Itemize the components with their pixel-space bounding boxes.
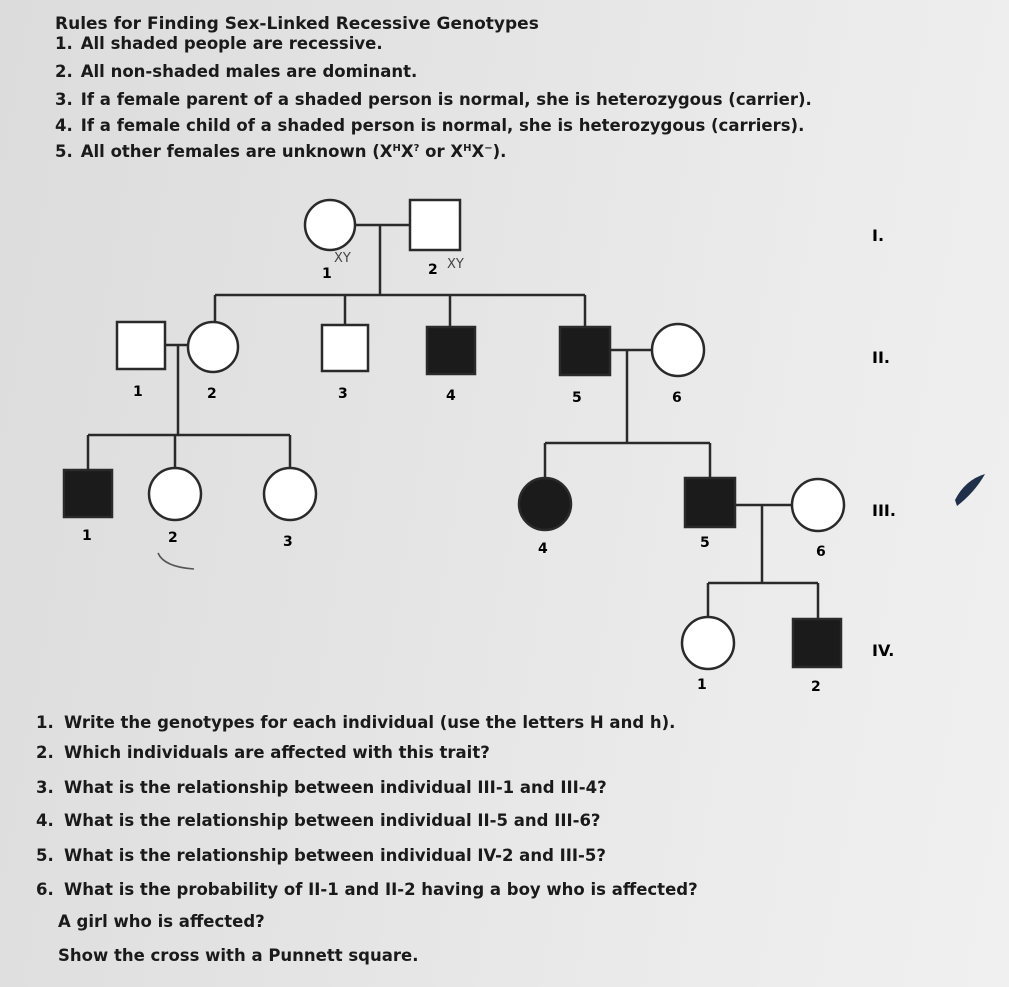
- individual-III-1: [64, 470, 112, 517]
- rule-5: 5. All other females are unknown ($X^HX^?$ or $X^HX^-$).: [55, 142, 507, 161]
- label-III-3: 3: [283, 534, 293, 550]
- generation-label-III: III.: [872, 501, 896, 520]
- label-III-5: 5: [700, 535, 710, 551]
- generation-label-I: I.: [872, 226, 885, 245]
- label-II-1: 1: [133, 384, 143, 400]
- individual-I-2: [410, 200, 460, 250]
- question-6: 6. What is the probability of II-1 and II-2 having a boy who is affected?: [36, 880, 698, 899]
- label-IV-1: 1: [697, 677, 707, 693]
- individual-III-3: [264, 468, 316, 520]
- handwritten-note-I-1: XY: [334, 251, 351, 266]
- label-I-2: 2: [428, 262, 438, 278]
- label-II-4: 4: [446, 388, 456, 404]
- individual-IV-2: [793, 619, 841, 667]
- label-III-1: 1: [82, 528, 92, 544]
- pen-mark: [158, 553, 194, 569]
- question-5: 5. What is the relationship between individual IV-2 and III-5?: [36, 846, 606, 865]
- handwritten-note-I-2: XY: [447, 257, 464, 272]
- individual-III-6: [792, 479, 844, 531]
- worksheet-title: Rules for Finding Sex-Linked Recessive Genotypes: [55, 14, 539, 34]
- individual-IV-1: [682, 617, 734, 669]
- rule-2: 2. All non-shaded males are dominant.: [55, 62, 418, 81]
- label-III-4: 4: [538, 541, 548, 557]
- question-4: 4. What is the relationship between individual II-5 and III-6?: [36, 811, 601, 830]
- question-6-followup-punnett: Show the cross with a Punnett square.: [58, 946, 419, 965]
- individual-III-2: [149, 468, 201, 520]
- generation-label-II: II.: [872, 348, 890, 367]
- question-2: 2. Which individuals are affected with this trait?: [36, 743, 490, 762]
- individual-II-6: [652, 324, 704, 376]
- question-3: 3. What is the relationship between individual III-1 and III-4?: [36, 778, 607, 797]
- individual-II-2: [188, 322, 238, 372]
- individual-I-1: [305, 200, 355, 250]
- label-III-6: 6: [816, 544, 826, 560]
- pedigree-lines: [88, 225, 818, 619]
- rule-4: 4. If a female child of a shaded person is normal, she is heterozygous (carriers).: [55, 116, 805, 135]
- label-IV-2: 2: [811, 679, 821, 695]
- question-6-followup-girl: A girl who is affected?: [58, 912, 265, 931]
- generation-label-IV: IV.: [872, 641, 895, 660]
- label-II-5: 5: [572, 390, 582, 406]
- individual-II-1: [117, 322, 165, 369]
- individual-II-4: [427, 327, 475, 374]
- label-II-3: 3: [338, 386, 348, 402]
- label-I-1: 1: [322, 266, 332, 282]
- rule-3: 3. If a female parent of a shaded person is normal, she is heterozygous (carrier).: [55, 90, 812, 109]
- question-1: 1. Write the genotypes for each individual (use the letters H and h).: [36, 713, 676, 732]
- individual-II-3: [322, 325, 368, 371]
- label-II-2: 2: [207, 386, 217, 402]
- individual-III-5: [685, 478, 735, 527]
- label-III-2: 2: [168, 530, 178, 546]
- individual-II-5: [560, 327, 610, 375]
- ink-mark: [955, 474, 985, 506]
- individual-III-4: [519, 478, 571, 530]
- label-II-6: 6: [672, 390, 682, 406]
- rule-1: 1. All shaded people are recessive.: [55, 34, 383, 53]
